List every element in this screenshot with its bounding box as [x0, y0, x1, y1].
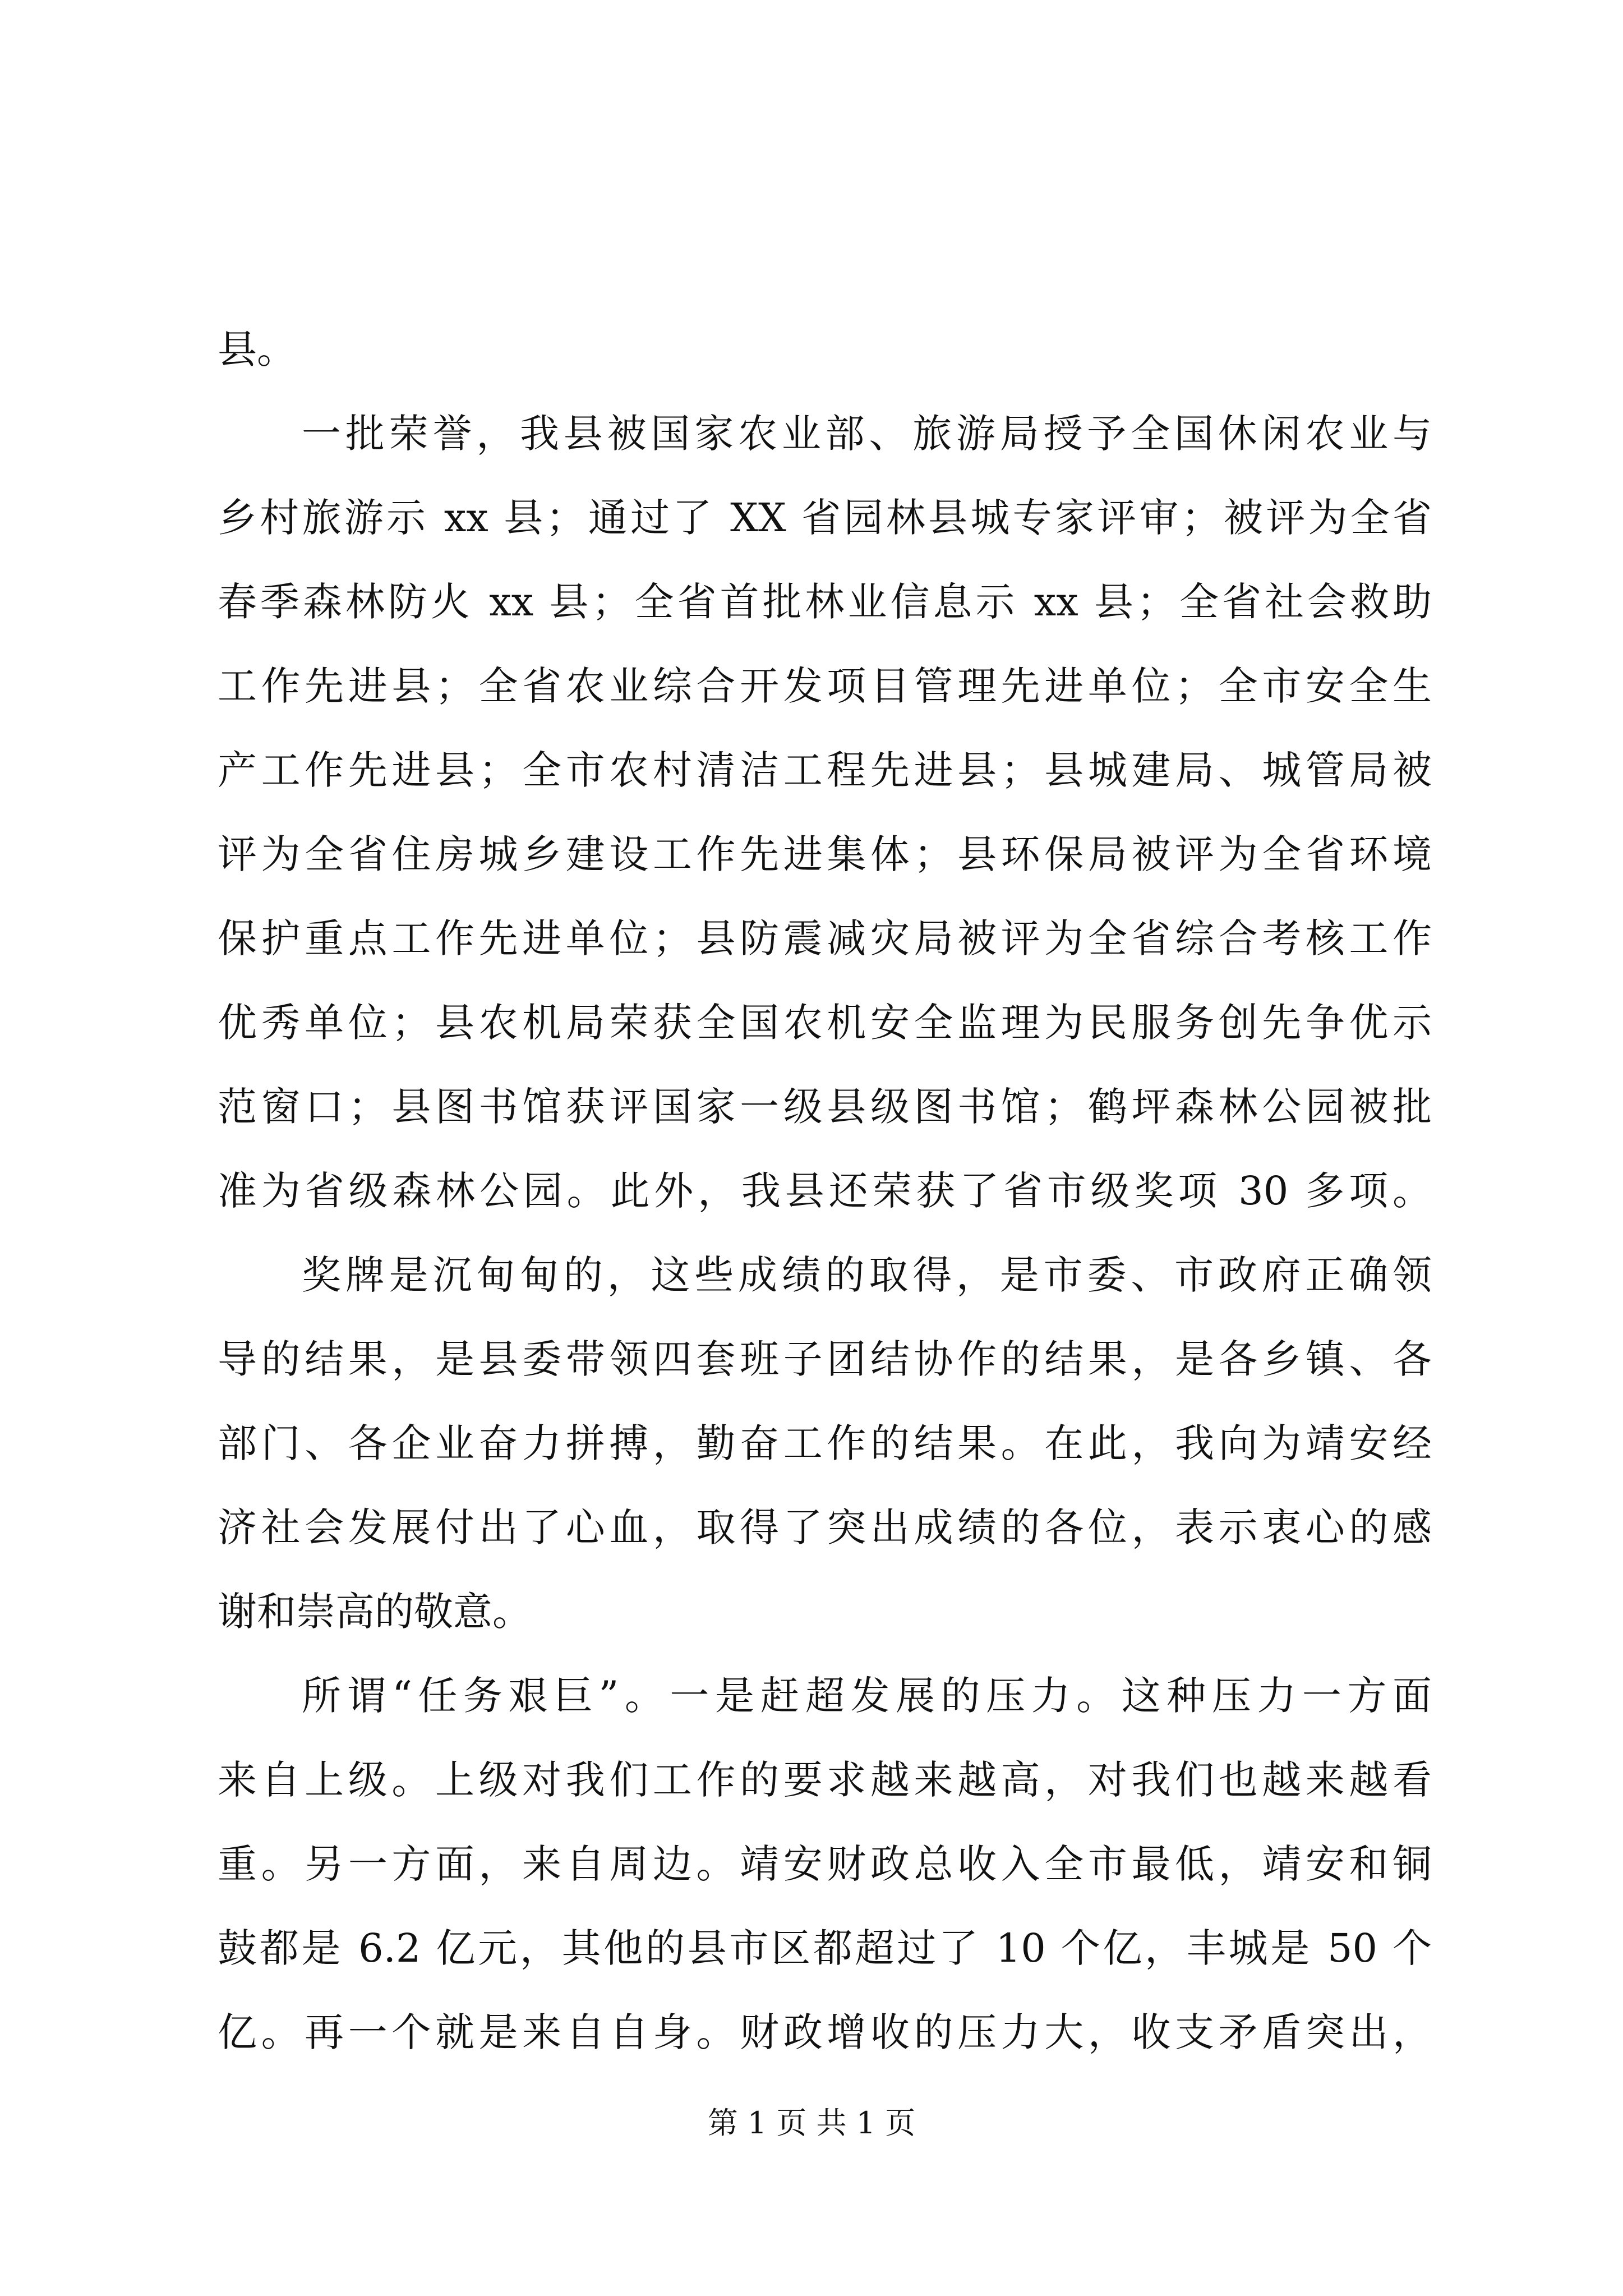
- page-footer: 第 1 页 共 1 页: [707, 2105, 916, 2141]
- text-line: 优秀单位；县农机局荣获全国农机安全监理为民服务创先争优示: [218, 1000, 1432, 1046]
- text-line: 亿。再一个就是来自自身。财政增收的压力大，收支矛盾突出，: [218, 2009, 1432, 2055]
- text-line: 评为全省住房城乡建设工作先进集体；县环保局被评为全省环境: [218, 831, 1432, 877]
- text-line: 重。另一方面，来自周边。靖安财政总收入全市最低，靖安和铜: [218, 1841, 1432, 1887]
- text-line: 鼓都是 6.2 亿元，其他的县市区都超过了 10 个亿，丰城是 50 个: [218, 1925, 1432, 1971]
- text-line: 春季森林防火 xx 县；全省首批林业信息示 xx 县；全省社会救助: [218, 579, 1432, 625]
- text-line: 来自上级。上级对我们工作的要求越来越高，对我们也越来越看: [218, 1757, 1432, 1803]
- text-line: 范窗口；县图书馆获评国家一级县级图书馆；鹤坪森林公园被批: [218, 1084, 1432, 1130]
- text-line: 部门、各企业奋力拼搏，勤奋工作的结果。在此，我向为靖安经: [218, 1420, 1432, 1466]
- text-line: 准为省级森林公园。此外，我县还荣获了省市级奖项 30 多项。: [218, 1168, 1432, 1214]
- text-line: 乡村旅游示 xx 县；通过了 XX 省园林县城专家评审；被评为全省: [218, 495, 1432, 541]
- document-body: [218, 307, 1432, 2074]
- text-line: 保护重点工作先进单位；县防震减灾局被评为全省综合考核工作: [218, 915, 1432, 961]
- text-line: 所谓“任务艰巨”。一是赶超发展的压力。这种压力一方面: [302, 1673, 1432, 1719]
- text-line: 济社会发展付出了心血，取得了突出成绩的各位，表示衷心的感: [218, 1504, 1432, 1550]
- text-line: 谢和崇高的敬意。: [218, 1589, 532, 1635]
- text-line: 县。: [218, 326, 296, 372]
- text-line: 一批荣誉，我县被国家农业部、旅游局授予全国休闲农业与: [302, 411, 1432, 457]
- text-line: 奖牌是沉甸甸的，这些成绩的取得，是市委、市政府正确领: [302, 1252, 1432, 1298]
- text-line: 产工作先进县；全市农村清洁工程先进县；县城建局、城管局被: [218, 747, 1432, 793]
- text-line: 导的结果，是县委带领四套班子团结协作的结果，是各乡镇、各: [218, 1336, 1432, 1382]
- text-line: 工作先进县；全省农业综合开发项目管理先进单位；全市安全生: [218, 663, 1432, 709]
